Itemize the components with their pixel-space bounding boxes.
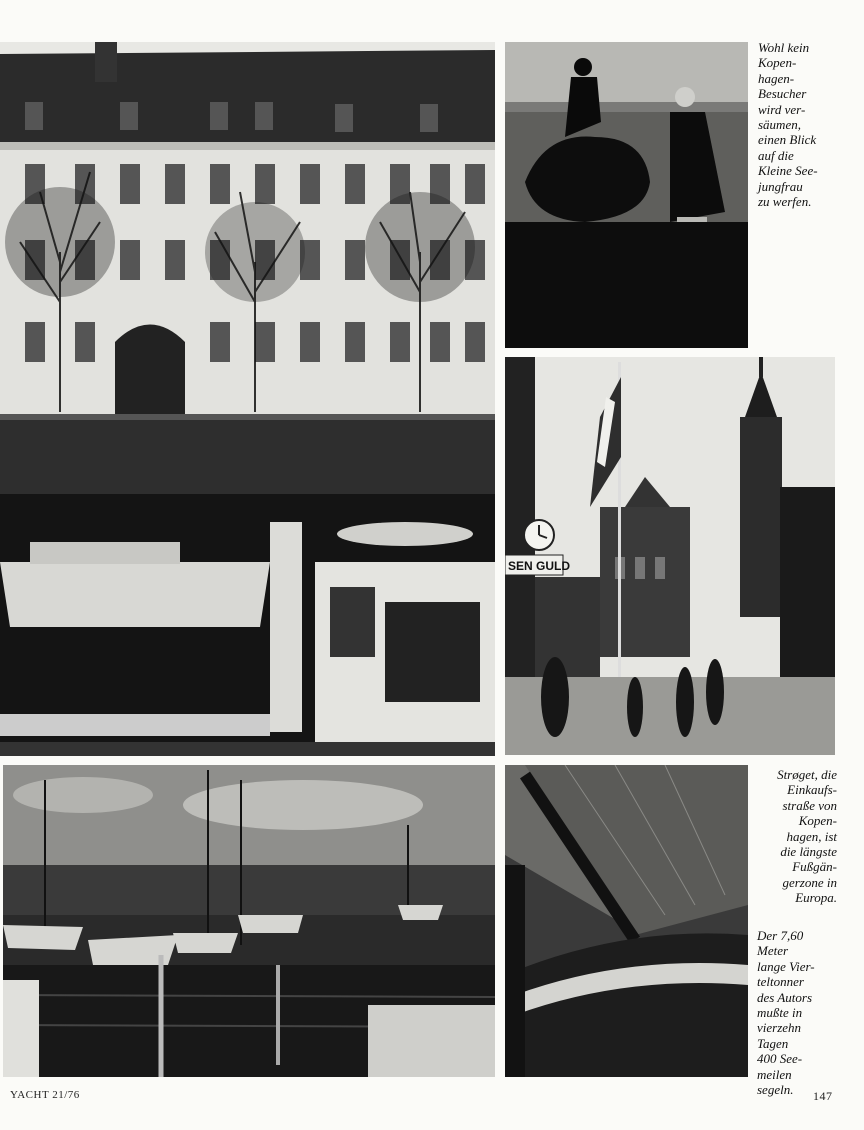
caption-stroget: Strøget, die Einkaufs- straße von Kopen- hagen, ist die längste Fußgän- gerzone in Europa.	[777, 767, 837, 906]
caption-yacht: Der 7,60 Meter lange Vier- teltonner des Autors mußte in vierzehn Tagen 400 See- meilen segeln.	[757, 928, 815, 1098]
photo-yacht-deck	[505, 765, 748, 1077]
caption-mermaid: Wohl kein Kopen- hagen- Besucher wird ver- säumen, einen Blick auf die Kleine See- jungfrau zu werfen.	[758, 40, 818, 210]
stroget-sign-text: SEN GULD	[508, 559, 571, 573]
photo-harbor-building	[0, 42, 495, 756]
photo-little-mermaid	[505, 42, 748, 348]
photo-harbor-boats	[3, 765, 495, 1077]
photo-stroget-street	[505, 357, 835, 755]
issue-label: YACHT 21/76	[10, 1089, 80, 1101]
page-number: 147	[813, 1089, 833, 1103]
